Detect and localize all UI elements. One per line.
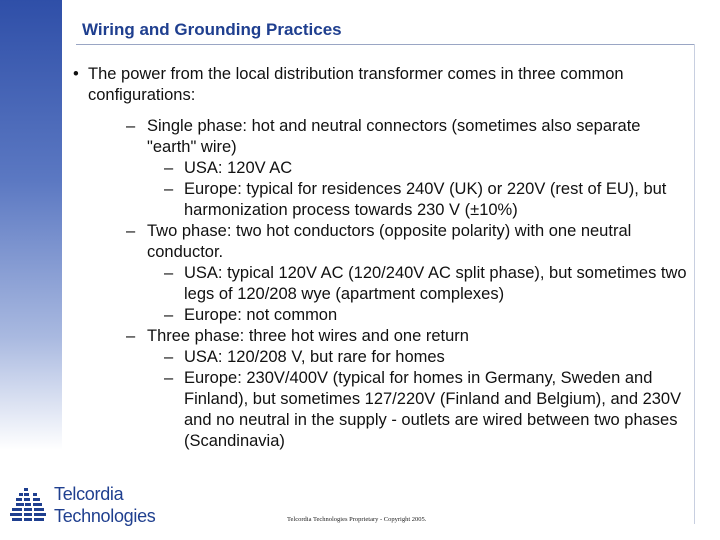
telcordia-logo [10, 484, 170, 532]
dash-marker: – [164, 306, 174, 324]
item-two-phase [68, 221, 688, 263]
bullet-text: The power from the local distribution transformer comes in three common configurations: [88, 65, 624, 104]
term-two-phase: Two phase [147, 222, 227, 240]
logo-text-line1: Telcordia [54, 484, 124, 504]
title-divider [76, 44, 694, 45]
sub-item-text: USA: 120V AC [184, 159, 293, 177]
sub-item-text: USA: 120/208 V, but rare for homes [184, 348, 445, 366]
slide-content [68, 64, 688, 452]
right-divider [694, 44, 695, 524]
dash-marker: – [164, 264, 174, 282]
single-phase-text: : hot and neutral connectors (sometimes also separate "earth" wire) [147, 117, 641, 156]
three-phase-text: : three hot wires and one return [239, 327, 469, 345]
sub-item [68, 263, 688, 305]
sub-item-text: USA: typical 120V AC (120/240V AC split phase), but sometimes two legs of 120/208 wye (apartment complexes) [184, 264, 687, 303]
sub-item [68, 368, 688, 452]
two-phase-text: : two hot conductors (opposite polarity) with one neutral conductor. [147, 222, 632, 261]
dash-marker: – [164, 369, 174, 387]
logo-mark-icon [10, 484, 50, 524]
dash-marker: – [126, 117, 136, 135]
item-three-phase [68, 326, 688, 347]
slide-title: Wiring and Grounding Practices [82, 20, 342, 39]
sub-item [68, 179, 688, 221]
dash-marker: – [164, 159, 174, 177]
sub-item [68, 158, 688, 179]
left-gradient-bar [0, 0, 62, 450]
dash-marker: – [126, 327, 136, 345]
bullet-marker: • [73, 65, 79, 83]
logo-text-line2: Technologies [54, 506, 156, 526]
item-single-phase [68, 116, 688, 158]
sub-item [68, 305, 688, 326]
dash-marker: – [164, 180, 174, 198]
sub-item [68, 347, 688, 368]
bullet-main [68, 64, 688, 106]
sub-item-text: Europe: not common [184, 306, 338, 324]
dash-marker: – [126, 222, 136, 240]
sub-item-text: Europe: 230V/400V (typical for homes in Germany, Sweden and Finland), but sometimes 127/220V (Finland and Belgium), and 230V and no neutral in the supply - outlets are wired between two phases (Scandinavia) [184, 369, 682, 450]
term-three-phase: Three phase [147, 327, 240, 345]
term-single-phase: Single phase [147, 117, 243, 135]
dash-marker: – [164, 348, 174, 366]
footer-copyright: Telcordia Technologies Proprietary - Copyright 2005. [287, 516, 427, 523]
sub-item-text: Europe: typical for residences 240V (UK) or 220V (rest of EU), but harmonization process towards 230 V (±10%) [184, 180, 667, 219]
